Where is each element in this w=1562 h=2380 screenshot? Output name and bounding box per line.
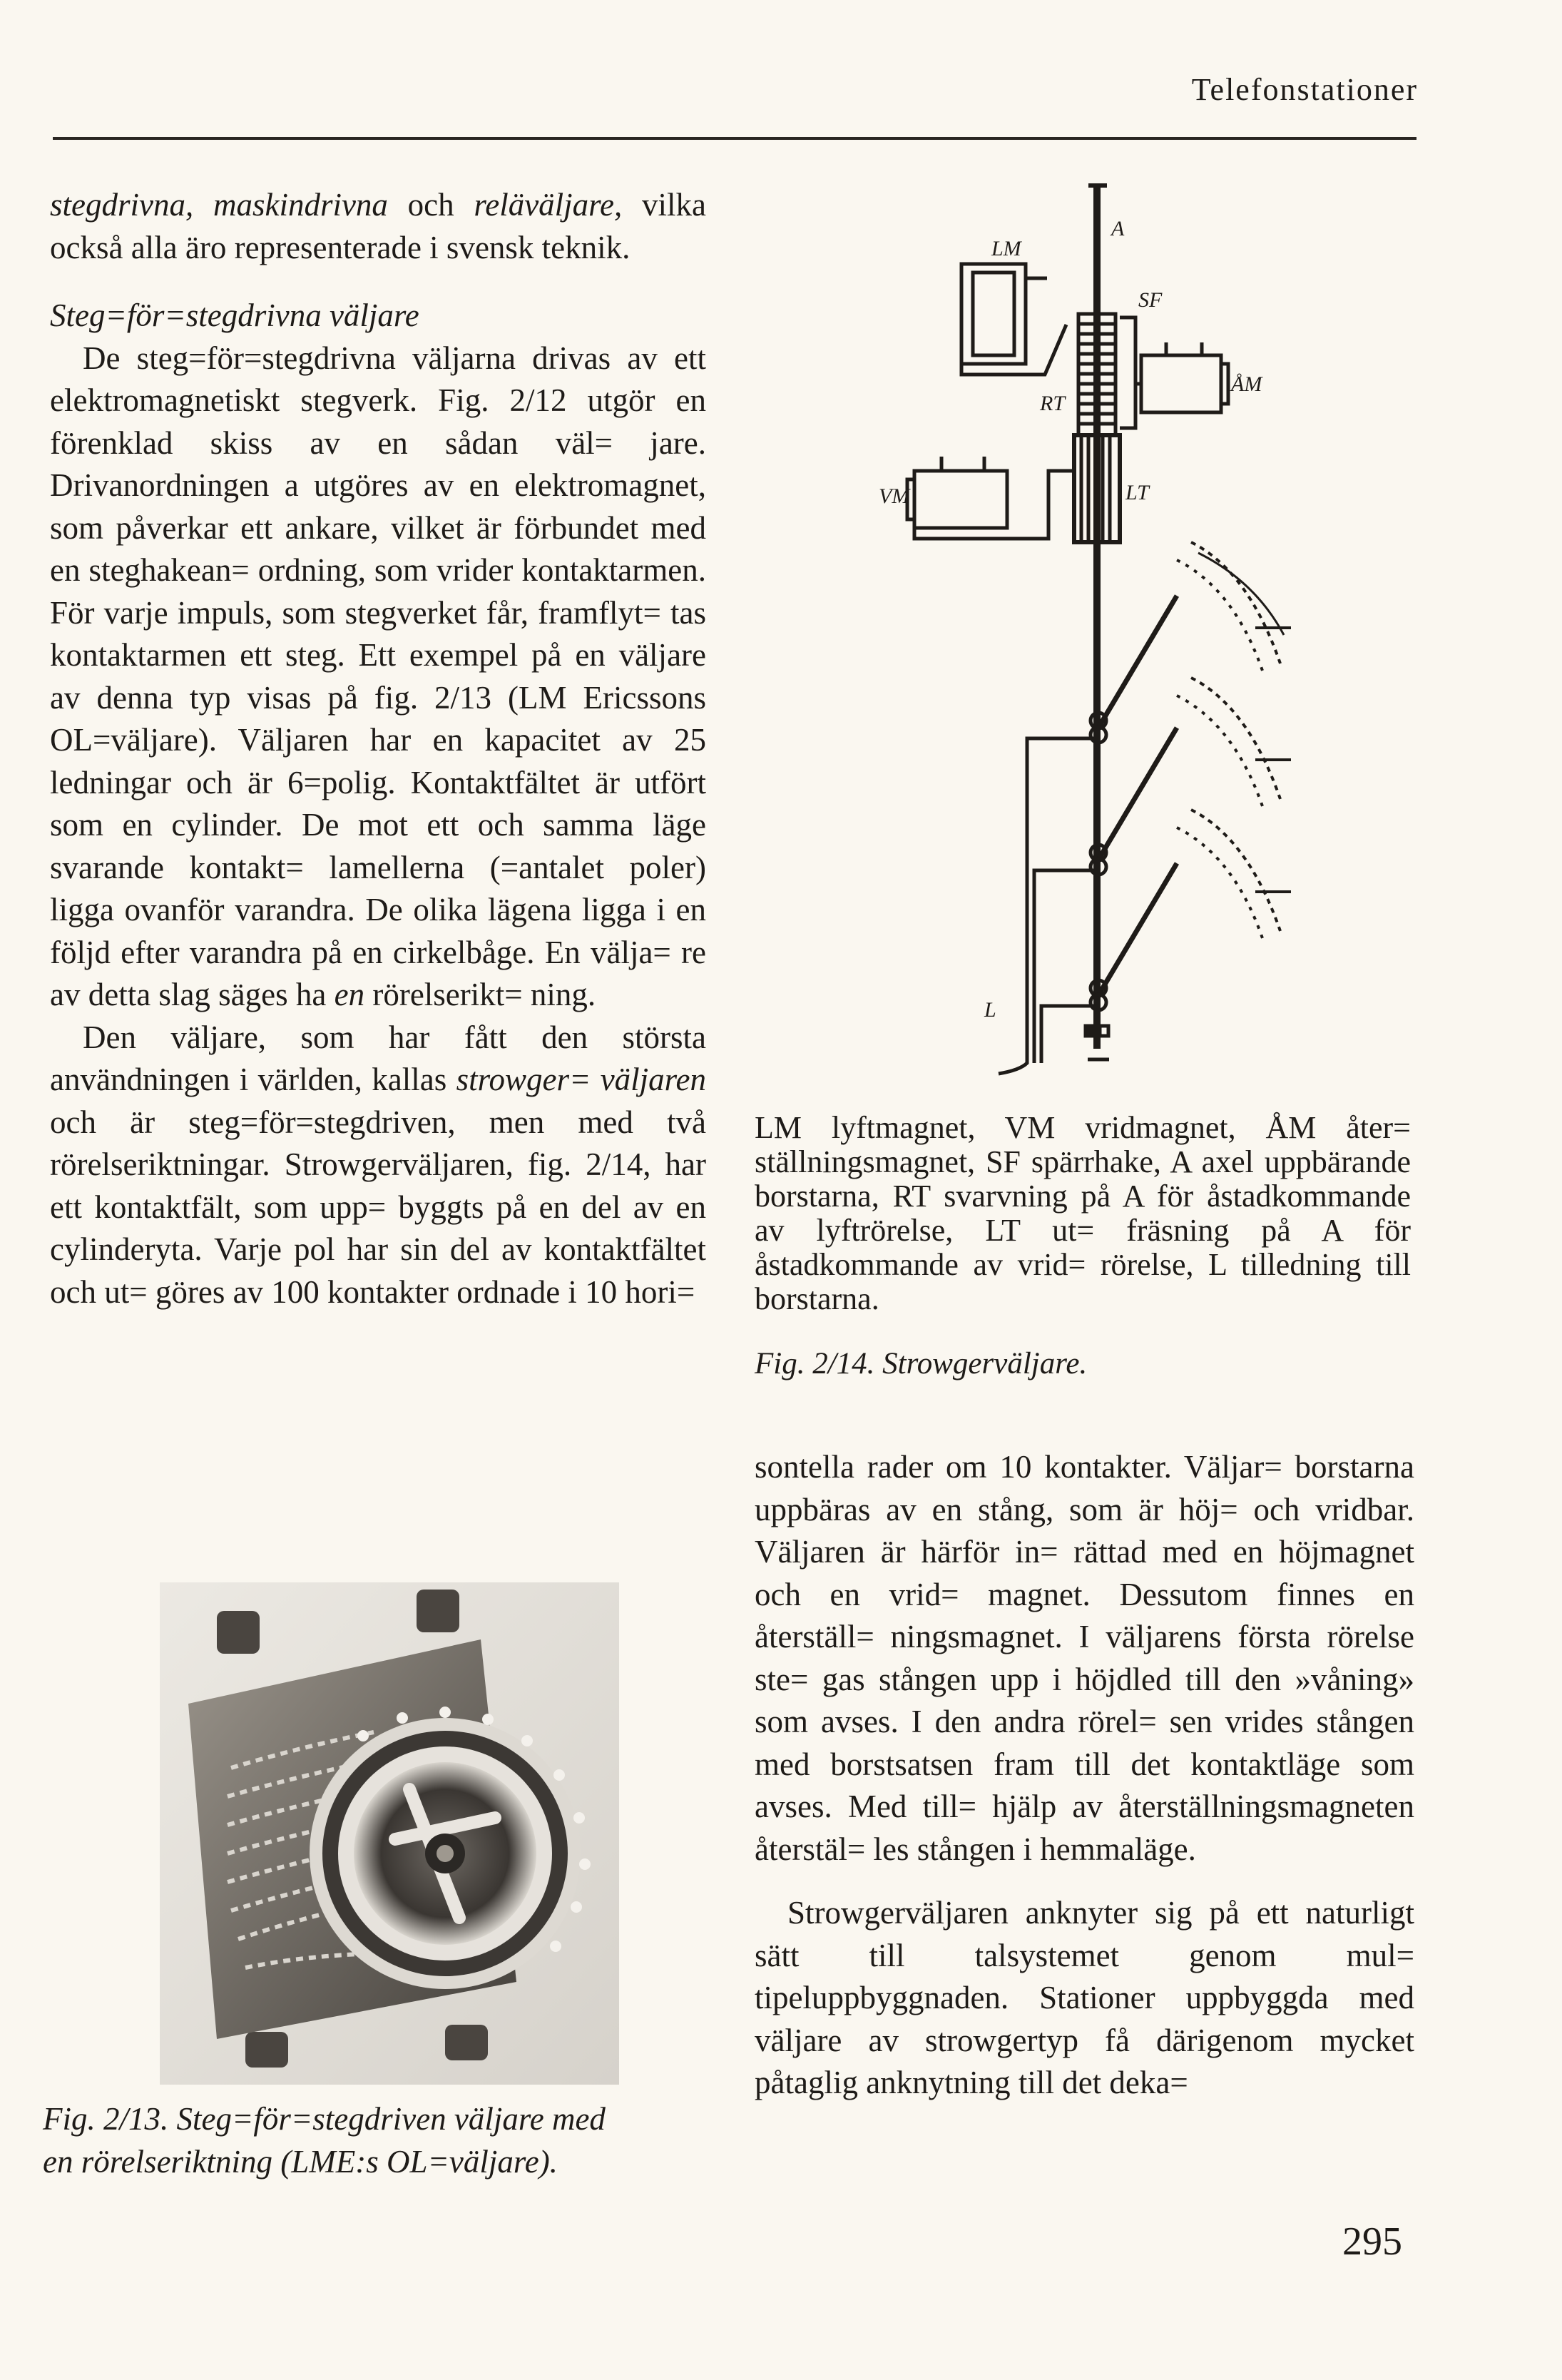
label-l: L	[984, 998, 996, 1022]
label-vm: VM	[879, 484, 910, 508]
figure-14-caption	[755, 1111, 1411, 1316]
text-run: och är steg=för=stegdriven, men med två rörelseriktningar. Strowgerväljaren, fig. 2/14, har ett kontaktfält, som upp= byggts på en del av en cylinderyta. Varje pol har sin del av kontaktfältet och ut= göres av 100 kontakter ordnade i 10 hori=	[50, 1104, 706, 1310]
text-run: vilka också alla äro representerade i svensk teknik.	[50, 187, 706, 265]
feed-line	[999, 738, 1097, 1074]
label-lt: LT	[1125, 481, 1149, 504]
label-a: A	[1111, 217, 1125, 240]
paragraph-stepdriven	[50, 337, 706, 1017]
paragraph-continuation: sontella rader om 10 kontakter. Väljar= borstarna uppbäras av en stång, som är höj= och vridbar. Väljaren är härför in= rättad med en höjmagnet och en vrid= magnet. Dessutom finnes en återställ= ningsmagnet. I väljarens första rörelse ste= gas stången upp i höjdled till den »våning» som avses. I den andra rörel= sen vrides stången med borstsatsen fram till det kontaktläge som avses. Med till= hjälp av återställningsmagneten återstäl= les stången i hemmaläge.	[755, 1449, 1414, 1867]
figure-14-label: Fig. 2/14. Strowgerväljare.	[755, 1347, 1088, 1380]
lt-splines	[1074, 435, 1120, 542]
left-column	[50, 184, 706, 1313]
contact-bank-top	[1177, 542, 1291, 671]
text-run: stegdrivna, maskindrivna	[50, 187, 388, 223]
right-column	[755, 1446, 1414, 2105]
sf-pawl	[1120, 317, 1135, 428]
text-run: De steg=för=stegdrivna väljarna drivas av ett elektromagnetiskt stegverk. Fig. 2/12 utgör en förenklad skiss av en sådan väl= jare. Drivanordningen a utgöres av en elektromagnet, som påverkar ett ankare, vilket är förbundet med en steghakean= ordning, som vrider kontaktarmen. För varje impuls, som stegverket får, framflyt= tas kontaktarmen ett steg. Ett exempel på en väljare av denna typ visas på fig. 2/13 (LM Ericssons OL=väljare). Väljaren har en kapacitet av 25 ledningar och är 6=polig. Kontaktfältet är utfört som en cylinder. De mot ett och samma läge svarande kontakt= lamellerna (=antalet poler) ligga ovanför varandra. De olika lägena ligga i en följd efter varandra på en cirkelbåge. En välja= re av detta slag säges ha	[50, 340, 706, 1012]
text-run: reläväljare,	[474, 187, 623, 223]
paragraph-intro	[50, 184, 706, 269]
reset-magnet	[1141, 355, 1221, 412]
text-run: strowger= väljaren	[456, 1062, 706, 1097]
text-run: och	[387, 187, 474, 223]
text-run: rörelserikt= ning.	[364, 977, 596, 1012]
page-number: 295	[1342, 2219, 1402, 2264]
paragraph-strowger	[50, 1017, 706, 1314]
text-run: en	[334, 977, 365, 1012]
paragraph-multiple: Strowgerväljaren anknyter sig på ett naturligt sätt till talsystemet genom mul= tipeluppbyggnaden. Stationer uppbyggda med väljare av strowgertyp få därigenom mycket påtaglig anknytning till det deka=	[755, 1895, 1414, 2100]
strowger-diagram	[879, 171, 1327, 1099]
label-rt: RT	[1040, 392, 1066, 415]
section-heading: Steg=för=stegdrivna väljare	[50, 298, 419, 333]
figure-13-label	[43, 2097, 706, 2183]
header-rule	[53, 137, 1416, 140]
figure-13-label-line: Fig. 2/13. Steg=för=stegdriven väljare med	[43, 2101, 606, 2137]
running-header: Telefonstationer	[1191, 72, 1418, 107]
selector-photo	[160, 1582, 619, 2085]
caption-text: LM lyftmagnet, VM vridmagnet, ÅM åter= ställningsmagnet, SF spärrhake, A axel uppbärande borstarna, RT svarvning på A för åstadkommande av lyftrörelse, LT ut= fräsning på A för åstadkommande av vrid= rörelse, L tilledning till borstarna.	[755, 1110, 1411, 1316]
contact-bank-middle	[1177, 678, 1291, 806]
label-lm: LM	[991, 237, 1021, 260]
label-am: ÅM	[1231, 372, 1262, 396]
label-sf: SF	[1138, 288, 1163, 312]
rotary-magnet	[914, 471, 1007, 528]
text-run: Den väljare, som har fått den största användningen i världen, kallas	[50, 1019, 706, 1097]
figure-13-label-line: en rörelseriktning (LME:s OL=väljare).	[43, 2144, 558, 2180]
contact-bank-bottom	[1177, 810, 1291, 938]
